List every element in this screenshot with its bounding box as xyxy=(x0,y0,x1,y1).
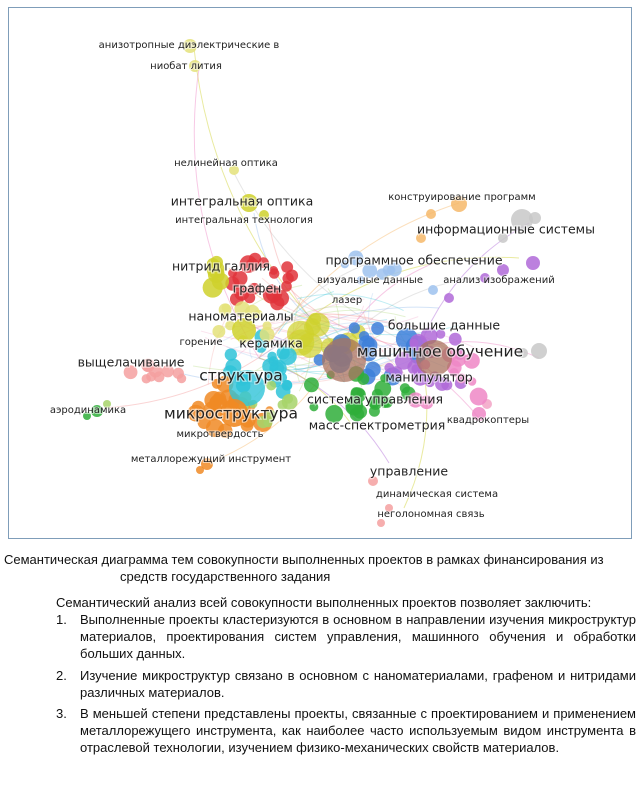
map-label-manipulator: манипулятор xyxy=(385,369,473,385)
caption-line-2: средств государственного задания xyxy=(120,569,331,584)
finding-item xyxy=(56,611,636,663)
map-node xyxy=(428,285,438,295)
map-node xyxy=(282,380,293,391)
map-label-microhardness: микротвердость xyxy=(176,429,264,440)
intro-paragraph: Семантический анализ всей совокупности выполненных проектов позволяет заключить: xyxy=(56,595,592,610)
map-label-graphene: графен xyxy=(232,280,282,296)
figure-caption xyxy=(4,551,636,585)
map-label-nanomaterials: наноматериалы xyxy=(188,308,294,324)
map-node xyxy=(269,268,279,278)
map-node xyxy=(365,362,380,377)
finding-text: Изучение микроструктур связано в основном с наноматериалами, графеном и нитридами различных материалов. xyxy=(80,667,636,700)
finding-item xyxy=(56,667,636,701)
map-label-dynamic-system: динамическая система xyxy=(375,489,499,500)
map-node xyxy=(306,313,330,337)
map-label-nonlinear-optics: нелинейная оптика xyxy=(174,158,278,169)
map-label-big-data: большие данные xyxy=(387,317,501,333)
finding-item xyxy=(56,705,636,757)
map-label-laser: лазер xyxy=(331,295,363,306)
map-label-software-design: конструирование программ xyxy=(388,192,536,203)
map-label-quadcopters: квадрокоптеры xyxy=(446,415,530,426)
map-label-image-analysis: анализ изображений xyxy=(443,275,555,286)
map-label-aerodynamics: аэродинамика xyxy=(49,405,127,416)
map-label-control: управление xyxy=(369,463,449,479)
map-label-niobate: ниобат лития xyxy=(150,61,222,72)
map-label-structure: структура xyxy=(199,366,283,385)
map-node xyxy=(526,256,540,270)
semantic-map xyxy=(8,7,632,539)
map-label-metal-cutting-tool: металлорежущий инструмент xyxy=(130,454,292,465)
map-node xyxy=(268,356,278,366)
map-node xyxy=(369,406,380,417)
map-label-combustion: горение xyxy=(179,337,223,348)
finding-number: 1. xyxy=(56,612,67,627)
map-label-info-systems: информационные системы xyxy=(417,221,595,237)
finding-number: 3. xyxy=(56,706,67,722)
map-label-integrated-optics: интегральная оптика xyxy=(170,193,314,209)
map-label-control-system: система управления xyxy=(307,391,443,407)
map-node xyxy=(212,325,225,338)
finding-text: В меньшей степени представлены проекты, связанные с проектированием и применением металлорежущего инструмента, как наиболее часто используемым видом инструмента в отраслевой технологии, изучением физико-механических свойств материалов. xyxy=(80,706,636,756)
map-node xyxy=(196,466,204,474)
map-node xyxy=(371,322,384,335)
finding-text: Выполненные проекты кластеризуются в основном в направлении изучения микроструктур материалов, проектирования систем управления, машинного обучения и обработки больших данных. xyxy=(80,612,636,662)
map-node xyxy=(359,331,369,341)
map-node xyxy=(154,371,165,382)
map-label-integrated-tech: интегральная технология xyxy=(175,215,313,226)
caption-line-1: Семантическая диаграмма тем совокупности выполненных проектов в рамках финансирования из xyxy=(4,552,604,567)
map-node xyxy=(282,273,293,284)
map-label-machine-learning: машинное обучение xyxy=(356,342,524,361)
map-label-software: программное обеспечение xyxy=(325,252,503,268)
map-node xyxy=(426,209,436,219)
map-label-mass-spec: масс-спектрометрия xyxy=(308,417,446,433)
map-label-visual-data: визуальные данные xyxy=(317,275,423,286)
map-label-anisotropic: анизотропные диэлектрические в xyxy=(98,40,280,51)
map-label-gallium-nitride: нитрид галлия xyxy=(171,258,271,274)
map-node xyxy=(444,293,454,303)
map-label-leaching: выщелачивание xyxy=(77,354,185,370)
map-label-nonholonomic: неголономная связь xyxy=(377,509,485,520)
map-node xyxy=(531,343,547,359)
map-label-ceramics: керамика xyxy=(239,335,303,351)
map-label-microstructure: микроструктура xyxy=(164,404,298,423)
finding-number: 2. xyxy=(56,667,67,683)
map-labels xyxy=(50,40,595,520)
map-node xyxy=(304,377,319,392)
semantic-map-canvas xyxy=(9,8,632,539)
map-node xyxy=(349,322,360,333)
map-node xyxy=(377,519,385,527)
map-node xyxy=(470,388,488,406)
findings-list xyxy=(56,611,636,761)
